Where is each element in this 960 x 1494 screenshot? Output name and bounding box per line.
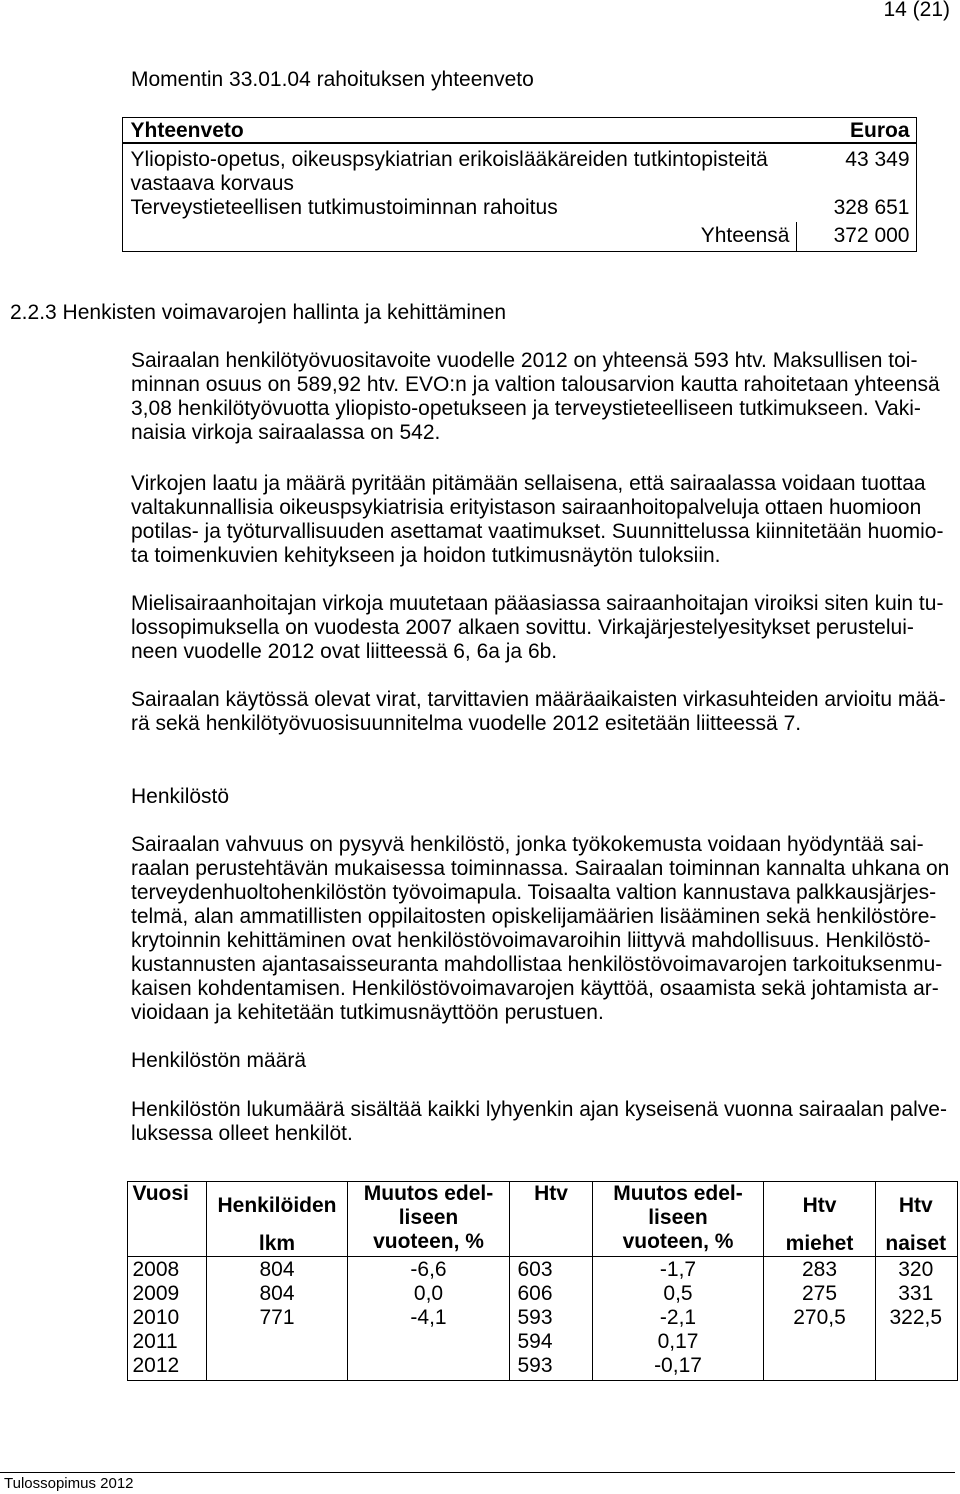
summary-row-label [131,148,768,196]
summary-row-label-line: Terveystieteellisen tutkimustoiminnan rahoitus [130,196,558,219]
table-cell: 593 [517,1306,553,1329]
summary-row-label [131,196,558,220]
text-line: Sairaalan vahvuus on pysyvä henkilöstö, jonka työkokemusta voidaan hyödyntää sai- [131,833,924,856]
table-cell: 2008 [132,1258,180,1281]
column-header [764,1182,876,1256]
table-row [128,1306,957,1330]
page-title: Momentin 33.01.04 rahoituksen yhteenveto [131,68,534,91]
text-line: Virkojen laatu ja määrä pyritään pitämään sellaisena, että sairaalassa voidaan tuottaa [131,472,926,495]
text-line: Sairaalan henkilötyövuositavoite vuodelle 2012 on yhteensä 593 htv. Maksullisen toi- [131,349,918,372]
table-cell: 0,17 [657,1330,699,1353]
text-line: Henkilöstön lukumäärä sisältää kaikki lyhyenkin ajan kyseisenä vuonna sairaalan palve- [131,1098,947,1121]
table-cell: 606 [517,1282,553,1305]
text-line: lossopimuksella on vuodesta 2007 alkaen sovittu. Virkajärjestelyesitykset perustelui- [131,616,914,639]
text-line: naisia virkoja sairaalassa on 542. [131,421,441,444]
text-line: luksessa olleet henkilöt. [131,1122,353,1145]
text-line: vioidaan ja kehitetään tutkimusnäyttöön perustuen. [131,1001,604,1024]
text-line: valtakunnallisia oikeuspsykiatrisia erityistason sairaanhoitopalveluja ottaen huomioon [131,496,922,519]
paragraph [131,472,943,568]
column-header-line: liseen [648,1206,708,1229]
text-line: terveydenhuoltohenkilöstön työvoimapula. Toisaalta valtion kannustava palkkausjärjes- [131,881,937,904]
table-cell: -4,1 [410,1306,447,1329]
column-header [128,1182,207,1256]
table-cell: 0,5 [663,1282,693,1305]
column-header-line: Htv [534,1182,568,1205]
table-cell: 283 [801,1258,838,1281]
text-line: potilas- ja työturvallisuuden asettamat vaatimukset. Suunnittelussa kiinnitetään huomio- [131,520,944,543]
column-header-line: naiset [885,1232,947,1255]
table-cell: 0,0 [413,1282,444,1305]
text-line: telmä, alan ammatillisten oppilaitosten opiskelijamäärien lisääminen sekä henkilöstöre- [131,905,937,928]
text-line: rä sekä henkilötyövuosisuunnitelma vuodelle 2012 esitetään liitteessä 7. [131,712,802,735]
column-header [510,1182,593,1256]
column-header-line: Muutos edel- [363,1182,494,1205]
column-header-line: lkm [258,1232,296,1255]
table-cell: 275 [801,1282,838,1305]
table-cell: 322,5 [889,1306,943,1329]
column-header [876,1182,957,1256]
table-cell: -6,6 [410,1258,447,1281]
summary-header-label: Yhteenveto [130,119,244,142]
paragraph [131,349,940,445]
summary-total-divider [796,222,798,252]
text-line: Mielisairaanhoitajan virkoja muutetaan pääasiassa sairaanhoitajan viroiksi siten kuin tu- [131,592,944,615]
column-header [593,1182,764,1256]
column-header [207,1182,348,1256]
table-cell [207,1330,348,1354]
table-cell: 804 [259,1258,295,1281]
column-header-line: Htv [898,1194,933,1217]
summary-total-amount: 372 000 [833,224,910,247]
summary-header-unit: Euroa [849,119,910,142]
table-cell [876,1354,957,1378]
table-cell [876,1330,957,1354]
summary-total-label: Yhteensä [700,224,790,247]
table-cell: 331 [898,1282,934,1305]
table-row [128,1354,957,1378]
column-header-line: Muutos edel- [613,1182,743,1205]
paragraph [131,833,949,1025]
paragraph [131,1098,947,1146]
section-heading: 2.2.3 Henkisten voimavarojen hallinta ja kehittäminen [10,301,507,324]
table-cell: 593 [517,1354,553,1377]
text-line: Sairaalan käytössä olevat virat, tarvittavien määräaikaisten virkasuhteiden arvioitu mää- [131,688,946,711]
table-cell: 603 [517,1258,553,1281]
table-cell: 2009 [132,1282,180,1305]
table-cell: 771 [259,1306,295,1329]
table-row [128,1282,957,1306]
staff-table [127,1181,958,1381]
column-header-line: Vuosi [132,1182,189,1205]
table-cell: -0,17 [654,1354,702,1377]
text-line: raalan perustehtävän mukaisessa toiminnassa. Sairaalan toiminnan kannalta uhkana on [131,857,950,880]
subheading-staff: Henkilöstö [131,785,230,808]
paragraph [131,592,943,664]
footer-text: Tulossopimus 2012 [4,1475,134,1492]
column-header-line: Htv [802,1194,837,1217]
table-cell: 2011 [132,1330,178,1353]
table-cell [764,1354,876,1378]
summary-row-amount: 43 349 [845,148,910,171]
summary-header-divider [123,142,916,144]
column-header-line: liseen [398,1206,459,1229]
table-cell: 804 [259,1282,295,1305]
table-cell: 320 [898,1258,934,1281]
table-cell: 270,5 [793,1306,846,1329]
table-cell: 594 [517,1330,553,1353]
text-line: neen vuodelle 2012 ovat liitteessä 6, 6a ja 6b. [131,640,558,663]
column-header-line: Henkilöiden [217,1194,337,1217]
summary-table [122,117,917,252]
table-cell [348,1354,510,1378]
text-line: krytoinnin kehittäminen ovat henkilöstövoimavaroihin liittyvä mahdollisuus. Henkilöstö- [131,929,931,952]
table-cell: 2012 [132,1354,180,1377]
subheading-staff-count: Henkilöstön määrä [131,1049,307,1072]
table-row [128,1330,957,1354]
column-header-line: miehet [785,1232,854,1255]
paragraph [131,688,946,736]
text-line: kustannusten ajantasaisseuranta mahdollistaa henkilöstövoimavarojen tarkoituksenmu- [131,953,943,976]
column-header-line: vuoteen, % [373,1230,484,1253]
column-header [348,1182,510,1256]
page-number: 14 (21) [883,0,950,21]
table-cell: -1,7 [659,1258,697,1281]
table-cell [764,1330,876,1354]
table-row [128,1258,957,1282]
summary-row-label-line: Yliopisto-opetus, oikeuspsykiatrian erikoislääkäreiden tutkintopisteitä [130,148,768,171]
text-line: 3,08 henkilötyövuotta yliopisto-opetukseen ja terveystieteelliseen tutkimukseen. Vaki- [131,397,921,420]
text-line: kaisen kohdentamisen. Henkilöstövoimavarojen käyttöä, osaamista sekä johtamista ar- [131,977,939,1000]
text-line: ta toimenkuvien kehitykseen ja hoidon tutkimusnäytön tuloksiin. [131,544,721,567]
footer-divider [0,1472,955,1473]
summary-row-label-line: vastaava korvaus [130,172,294,195]
table-cell: 2010 [132,1306,180,1329]
text-line: minnan osuus on 589,92 htv. EVO:n ja valtion talousarvion kautta rahoitetaan yhteensä [131,373,940,396]
summary-row-amount: 328 651 [833,196,910,219]
column-header-line: vuoteen, % [622,1230,734,1253]
table-cell [207,1354,348,1378]
table-cell: -2,1 [659,1306,697,1329]
table-cell [348,1330,510,1354]
